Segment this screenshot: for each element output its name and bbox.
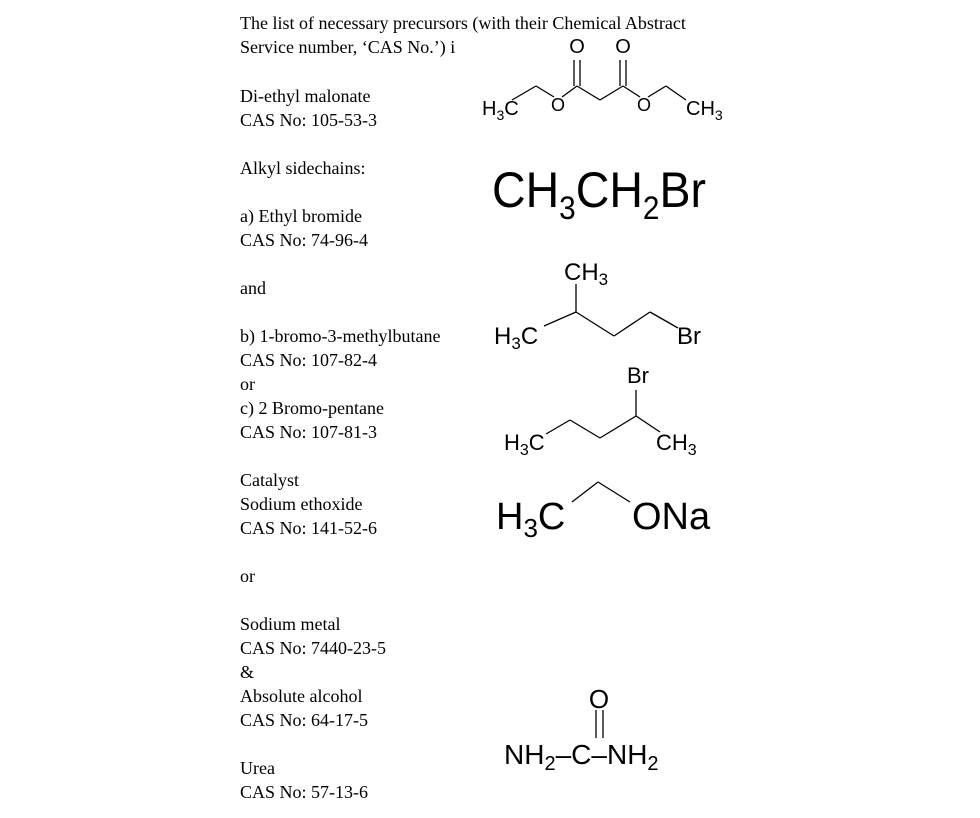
bromo-pentane-name: c) 2 Bromo-pentane xyxy=(240,398,384,418)
ethoxide-bonds xyxy=(572,482,630,502)
malonate-ester-o-left: O xyxy=(550,95,566,115)
bromo-pentane-cas: CAS No: 107-81-3 xyxy=(240,422,378,442)
pentane-left-methyl: $H_3C$ xyxy=(504,430,545,459)
absolute-alcohol-name: Absolute alcohol xyxy=(240,686,363,706)
or-label-2: or xyxy=(240,566,255,586)
and-label: and xyxy=(240,278,266,298)
ethyl-bromide-formula: $CH_3CH_2Br$ xyxy=(492,162,710,226)
sodium-metal-name: Sodium metal xyxy=(240,614,341,634)
catalyst-heading: Catalyst xyxy=(240,470,299,490)
bromo-pentane-structure xyxy=(500,358,730,468)
urea-structure xyxy=(502,684,722,784)
ethyl-bromide-cas: CAS No: 74-96-4 xyxy=(240,230,369,250)
malonate-carbonyl-o-left: O xyxy=(569,36,585,58)
diethyl-malonate-structure xyxy=(470,34,740,134)
absolute-alcohol-cas: CAS No: 64-17-5 xyxy=(240,710,369,730)
urea-cas: CAS No: 57-13-6 xyxy=(240,782,369,802)
malonate-ester-o-right: O xyxy=(636,95,652,115)
bromo-methylbutane-cas: CAS No: 107-82-4 xyxy=(240,350,378,370)
ethyl-bromide-structure xyxy=(492,160,722,230)
bromo-methylbutane-structure xyxy=(492,250,722,355)
urea-formula: $NH_2-C-NH_2$ xyxy=(504,739,659,775)
ethyl-bromide-name: a) Ethyl bromide xyxy=(240,206,362,226)
urea-oxygen: O xyxy=(588,684,610,714)
urea-name: Urea xyxy=(240,758,275,778)
methylbutane-top-methyl: $CH_3$ xyxy=(564,259,609,289)
pentane-right-methyl: $CH_3$ xyxy=(656,430,697,459)
sodium-ethoxide-name: Sodium ethoxide xyxy=(240,494,363,514)
methylbutane-bromine: Br xyxy=(677,323,701,350)
methylbutane-bonds xyxy=(544,284,678,336)
ethoxide-ona: ONa xyxy=(632,496,711,538)
pentane-bromine: Br xyxy=(627,363,649,388)
or-label-1: or xyxy=(240,374,255,394)
intro-line-2: Service number, ‘CAS No.’) i xyxy=(240,37,456,57)
methylbutane-left-methyl: $H_3C$ xyxy=(494,323,539,353)
ethoxide-methyl: $H_3C$ xyxy=(496,496,566,543)
malonate-methyl-left: $H_3C$ xyxy=(482,98,519,123)
pentane-bonds xyxy=(546,390,660,438)
urea-bonds xyxy=(596,710,603,738)
sodium-ethoxide-cas: CAS No: 141-52-6 xyxy=(240,518,378,538)
diethyl-malonate-cas: CAS No: 105-53-3 xyxy=(240,110,378,130)
malonate-bonds xyxy=(512,60,686,100)
amp-label: & xyxy=(240,662,255,682)
diethyl-malonate-name: Di-ethyl malonate xyxy=(240,86,371,106)
intro-line-1: The list of necessary precursors (with their Chemical Abstract xyxy=(240,13,686,33)
malonate-carbonyl-o-right: O xyxy=(615,36,631,58)
sodium-ethoxide-structure xyxy=(494,472,724,542)
alkyl-sidechains-heading: Alkyl sidechains: xyxy=(240,158,366,178)
sodium-metal-cas: CAS No: 7440-23-5 xyxy=(240,638,387,658)
bromo-methylbutane-name: b) 1-bromo-3-methylbutane xyxy=(240,326,441,346)
malonate-methyl-right: $CH_3$ xyxy=(686,98,723,123)
